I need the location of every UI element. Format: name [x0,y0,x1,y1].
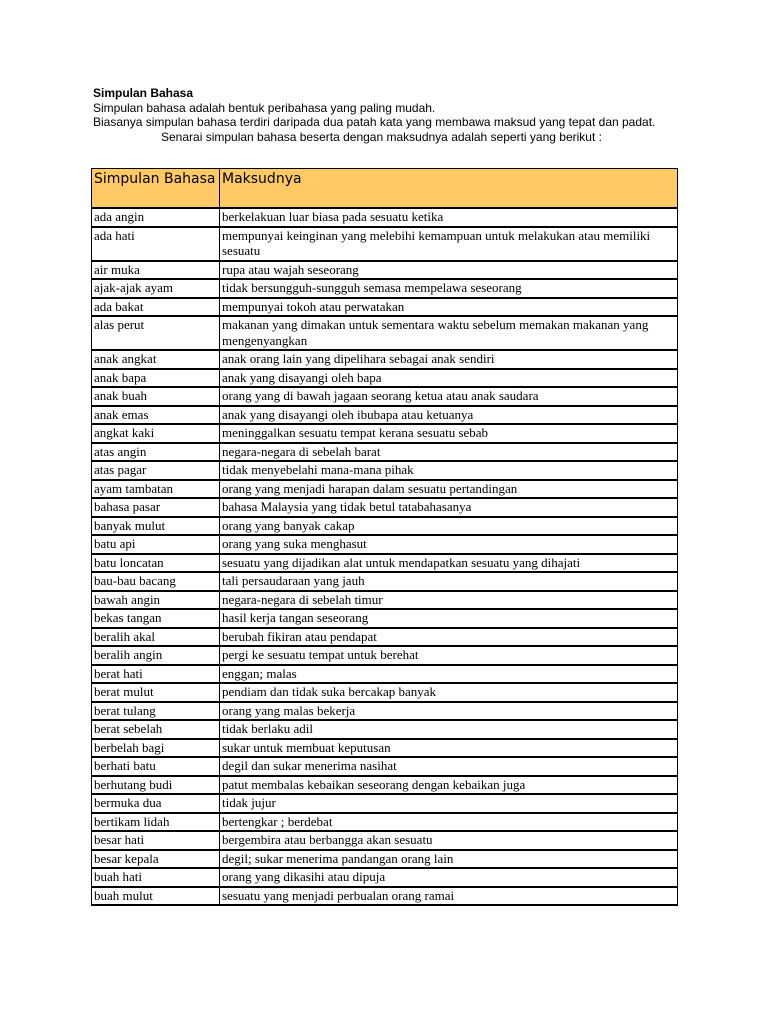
cell-maksudnya: enggan; malas [220,665,678,684]
cell-maksudnya: sukar untuk membuat keputusan [220,739,678,758]
cell-simpulan-bahasa: buah hati [92,868,220,887]
cell-simpulan-bahasa: ada angin [92,208,220,227]
cell-maksudnya: anak yang disayangi oleh ibubapa atau ketuanya [220,406,678,425]
cell-simpulan-bahasa: bahasa pasar [92,498,220,517]
table-row [92,609,678,628]
cell-simpulan-bahasa: bertikam lidah [92,813,220,832]
cell-maksudnya: bahasa Malaysia yang tidak betul tatabahasanya [220,498,678,517]
cell-maksudnya: mempunyai keinginan yang melebihi kemampuan untuk melakukan atau memiliki sesuatu [220,227,678,261]
cell-simpulan-bahasa: anak bapa [92,369,220,388]
table-row [92,535,678,554]
table-row [92,683,678,702]
cell-simpulan-bahasa: air muka [92,261,220,280]
cell-maksudnya: anak yang disayangi oleh bapa [220,369,678,388]
intro-line-1: Simpulan bahasa adalah bentuk peribahasa yang paling mudah. [93,100,436,115]
cell-simpulan-bahasa: beralih angin [92,646,220,665]
cell-simpulan-bahasa: banyak mulut [92,517,220,536]
table-row [92,572,678,591]
table-row [92,554,678,573]
table-row [92,887,678,906]
cell-maksudnya: berkelakuan luar biasa pada sesuatu ketika [220,208,678,227]
table-body [92,208,678,905]
cell-simpulan-bahasa: anak angkat [92,350,220,369]
cell-maksudnya: sesuatu yang dijadikan alat untuk mendapatkan sesuatu yang dihajati [220,554,678,573]
cell-simpulan-bahasa: berat mulut [92,683,220,702]
table-row [92,461,678,480]
cell-simpulan-bahasa: angkat kaki [92,424,220,443]
cell-simpulan-bahasa: ajak-ajak ayam [92,279,220,298]
cell-simpulan-bahasa: berhutang budi [92,776,220,795]
cell-maksudnya: degil; sukar menerima pandangan orang lain [220,850,678,869]
table-row [92,369,678,388]
cell-simpulan-bahasa: bau-bau bacang [92,572,220,591]
intro-line-2: Biasanya simpulan bahasa terdiri daripada dua patah kata yang membawa maksud yang tepat dan padat. [93,115,656,129]
cell-simpulan-bahasa: berbelah bagi [92,739,220,758]
cell-simpulan-bahasa: anak buah [92,387,220,406]
cell-maksudnya: orang yang menjadi harapan dalam sesuatu pertandingan [220,480,678,499]
table-row [92,498,678,517]
simpulan-bahasa-table [91,168,678,906]
table-row [92,868,678,887]
cell-maksudnya: orang yang suka menghasut [220,535,678,554]
table-row [92,443,678,462]
cell-simpulan-bahasa: bermuka dua [92,794,220,813]
cell-maksudnya: tidak menyebelahi mana-mana pihak [220,461,678,480]
cell-simpulan-bahasa: berhati batu [92,757,220,776]
cell-simpulan-bahasa: atas pagar [92,461,220,480]
table-row [92,517,678,536]
cell-maksudnya: orang yang di bawah jagaan seorang ketua atau anak saudara [220,387,678,406]
cell-maksudnya: orang yang malas bekerja [220,702,678,721]
cell-simpulan-bahasa: berat tulang [92,702,220,721]
table-row [92,831,678,850]
cell-maksudnya: bertengkar ; berdebat [220,813,678,832]
cell-simpulan-bahasa: bawah angin [92,591,220,610]
table-row [92,739,678,758]
cell-maksudnya: hasil kerja tangan seseorang [220,609,678,628]
table-row [92,720,678,739]
table-row [92,776,678,795]
cell-maksudnya: patut membalas kebaikan seseorang dengan kebaikan juga [220,776,678,795]
cell-simpulan-bahasa: alas perut [92,316,220,350]
cell-maksudnya: orang yang banyak cakap [220,517,678,536]
cell-maksudnya: degil dan sukar menerima nasihat [220,757,678,776]
table-row [92,261,678,280]
table-row [92,279,678,298]
cell-simpulan-bahasa: anak emas [92,406,220,425]
cell-maksudnya: bergembira atau berbangga akan sesuatu [220,831,678,850]
cell-simpulan-bahasa: atas angin [92,443,220,462]
cell-simpulan-bahasa: buah mulut [92,887,220,906]
cell-maksudnya: makanan yang dimakan untuk sementara waktu sebelum memakan makanan yang mengenyangkan [220,316,678,350]
document-title: Simpulan Bahasa [93,86,194,100]
table-row [92,208,678,227]
cell-simpulan-bahasa: batu loncatan [92,554,220,573]
cell-maksudnya: rupa atau wajah seseorang [220,261,678,280]
cell-maksudnya: tali persaudaraan yang jauh [220,572,678,591]
table-row [92,646,678,665]
cell-maksudnya: mempunyai tokoh atau perwatakan [220,298,678,317]
cell-simpulan-bahasa: bekas tangan [92,609,220,628]
cell-maksudnya: berubah fikiran atau pendapat [220,628,678,647]
table-row [92,424,678,443]
table-row [92,406,678,425]
intro-section [93,86,693,144]
cell-simpulan-bahasa: berat sebelah [92,720,220,739]
cell-maksudnya: pendiam dan tidak suka bercakap banyak [220,683,678,702]
cell-maksudnya: tidak bersungguh-sungguh semasa mempelawa seseorang [220,279,678,298]
table-row [92,628,678,647]
cell-maksudnya: negara-negara di sebelah barat [220,443,678,462]
table-row [92,227,678,261]
cell-simpulan-bahasa: berat hati [92,665,220,684]
table-row [92,350,678,369]
cell-maksudnya: pergi ke sesuatu tempat untuk berehat [220,646,678,665]
table-row [92,591,678,610]
table-row [92,298,678,317]
cell-maksudnya: meninggalkan sesuatu tempat kerana sesuatu sebab [220,424,678,443]
table-row [92,757,678,776]
cell-maksudnya: sesuatu yang menjadi perbualan orang ramai [220,887,678,906]
table-row [92,665,678,684]
cell-simpulan-bahasa: beralih akal [92,628,220,647]
cell-simpulan-bahasa: ada hati [92,227,220,261]
header-maksudnya: Maksudnya [220,169,678,209]
table-row [92,316,678,350]
header-simpulan-bahasa: Simpulan Bahasa [92,169,220,209]
table-row [92,702,678,721]
intro-line-3: Senarai simpulan bahasa beserta dengan maksudnya adalah seperti yang berikut : [161,129,602,144]
table-row [92,813,678,832]
cell-maksudnya: tidak jujur [220,794,678,813]
cell-maksudnya: negara-negara di sebelah timur [220,591,678,610]
cell-simpulan-bahasa: besar kepala [92,850,220,869]
table-row [92,794,678,813]
table-row [92,387,678,406]
table-header-row [92,169,678,209]
cell-simpulan-bahasa: ayam tambatan [92,480,220,499]
cell-maksudnya: tidak berlaku adil [220,720,678,739]
cell-simpulan-bahasa: batu api [92,535,220,554]
table-row [92,850,678,869]
cell-maksudnya: orang yang dikasihi atau dipuja [220,868,678,887]
cell-simpulan-bahasa: besar hati [92,831,220,850]
cell-maksudnya: anak orang lain yang dipelihara sebagai anak sendiri [220,350,678,369]
table-row [92,480,678,499]
cell-simpulan-bahasa: ada bakat [92,298,220,317]
